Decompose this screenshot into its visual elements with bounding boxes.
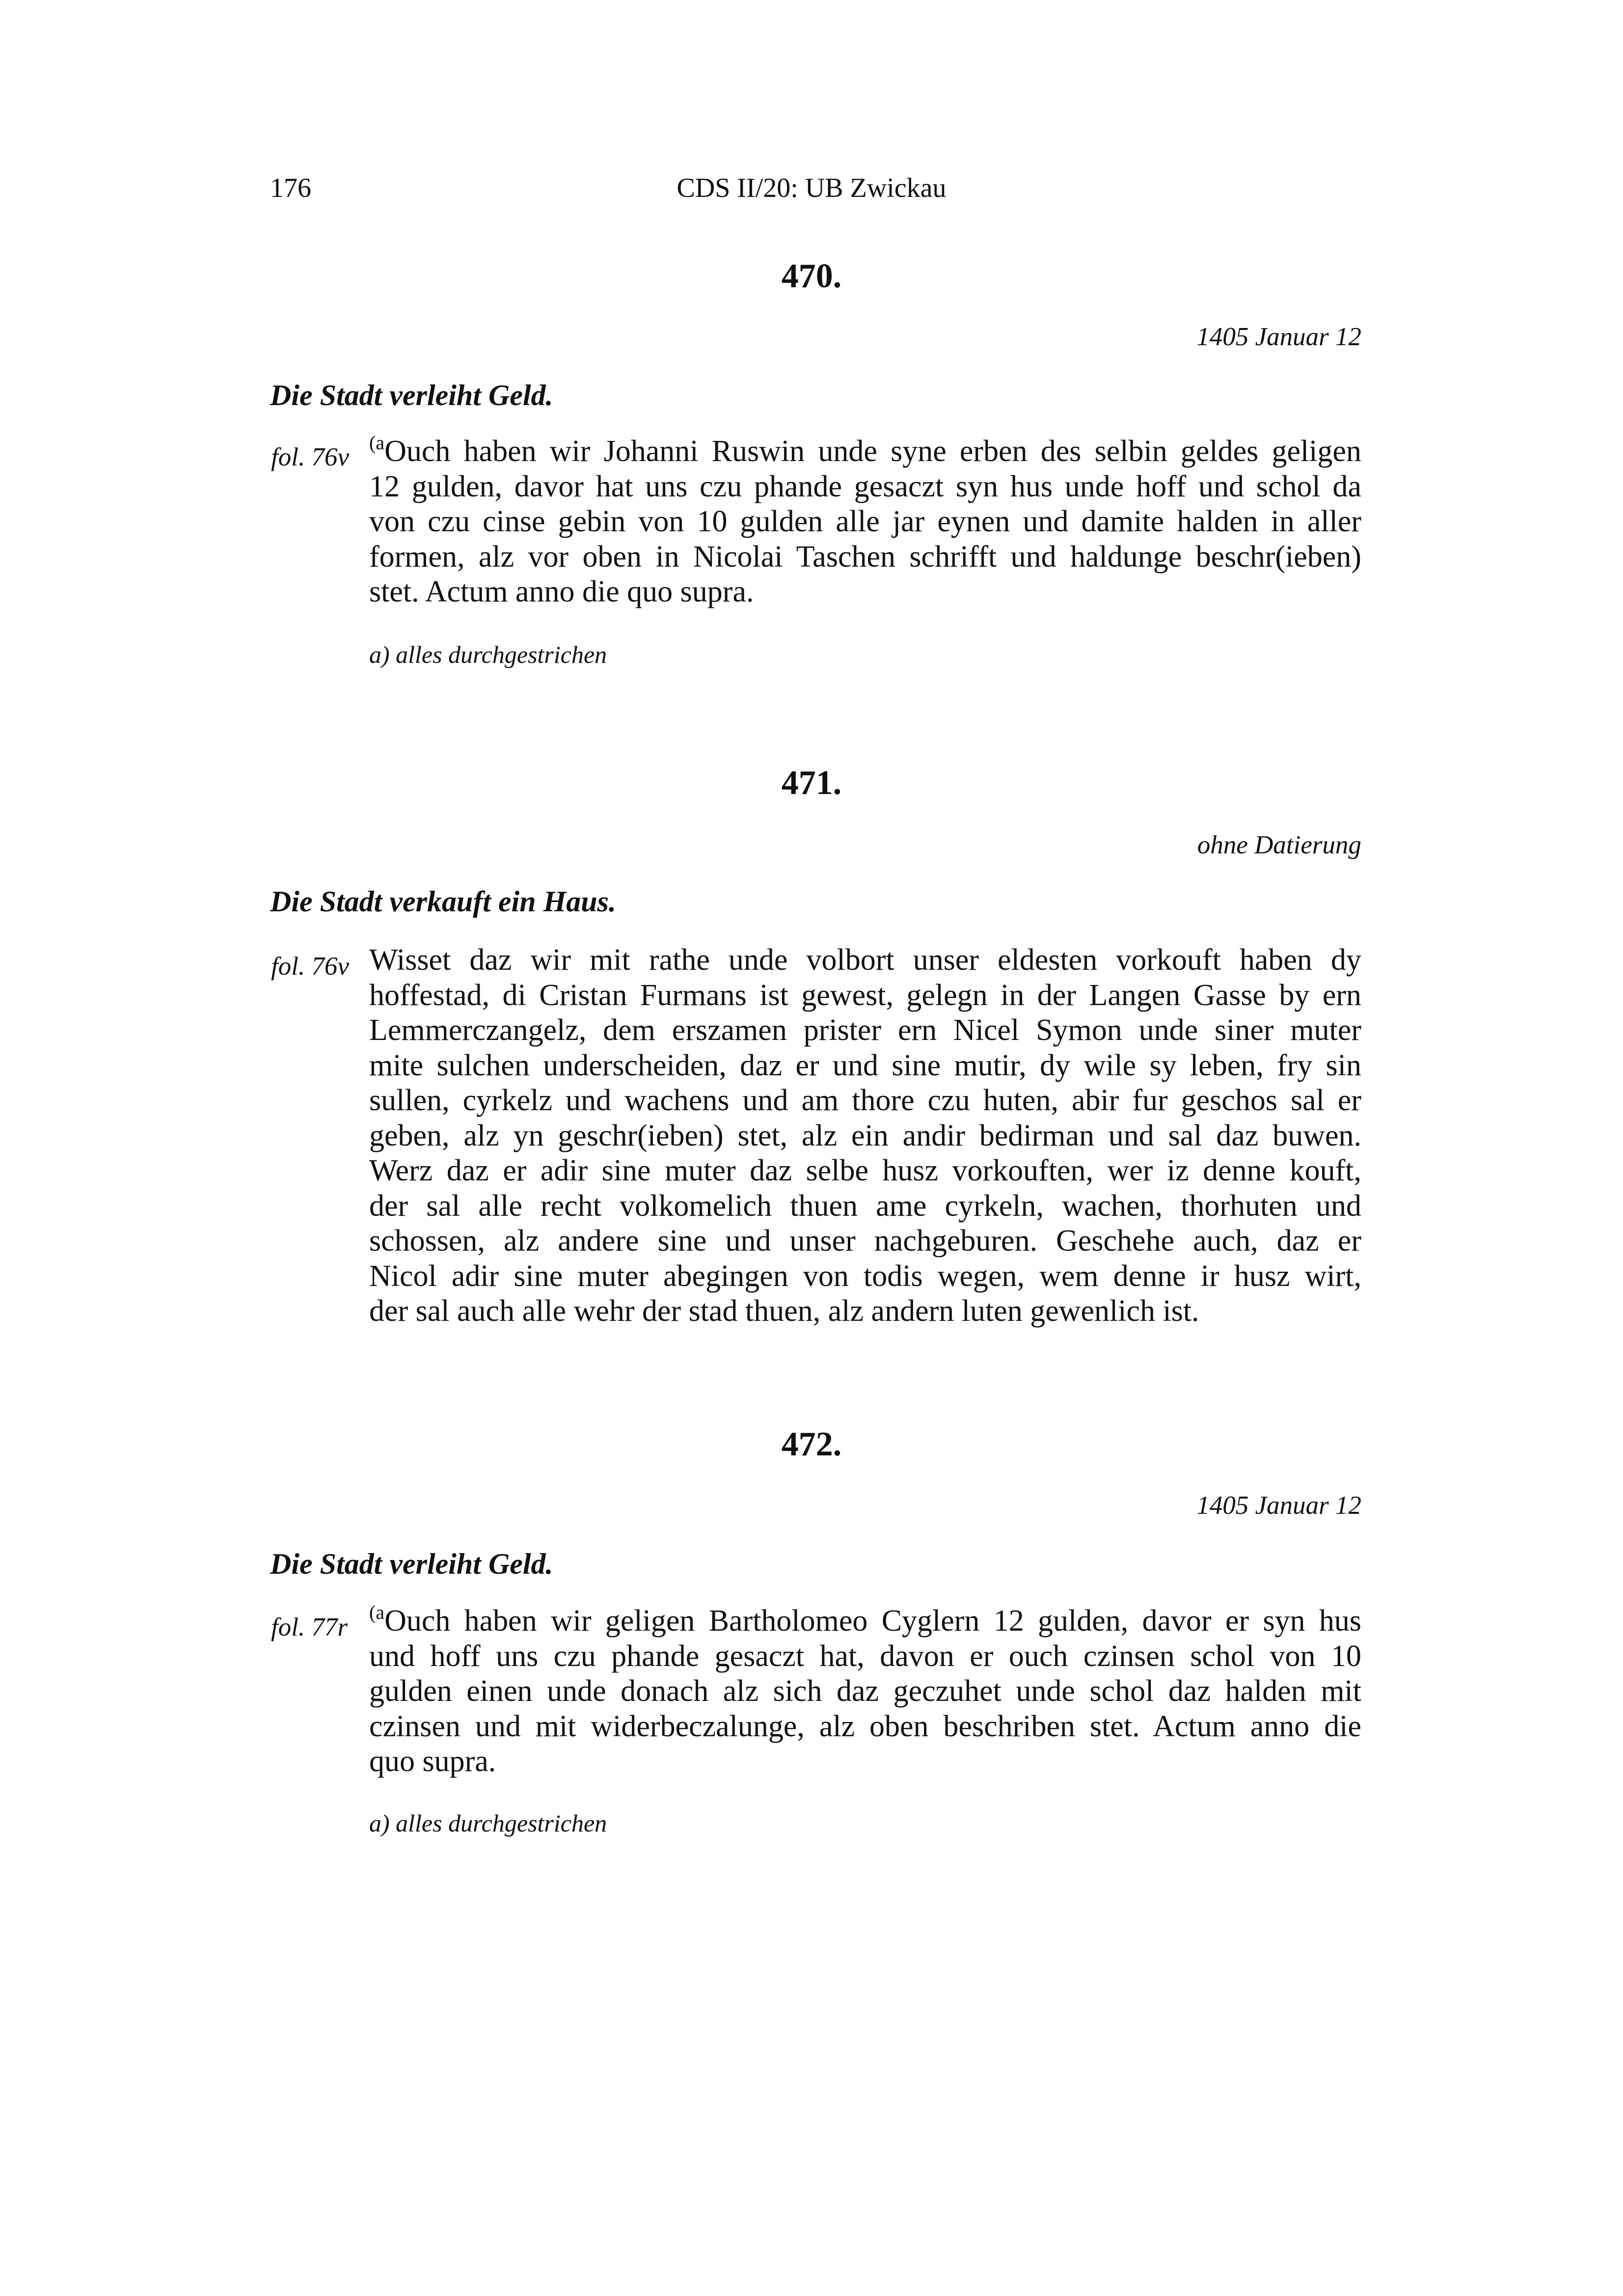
folio-reference: fol. 77r [271, 1613, 348, 1641]
text-line: und hoff uns czu phande gesaczt hat, davon er ouch czinsen schol von 10 [369, 1639, 1361, 1673]
entry-heading: Die Stadt verkauft ein Haus. [270, 885, 617, 918]
footnote-marker: (a [369, 432, 385, 454]
text-line: Lemmerczangelz, dem erszamen prister ern Nicel Symon unde siner muter [369, 1013, 1361, 1047]
entry-number: 470. [781, 257, 842, 295]
folio-reference: fol. 76v [271, 443, 349, 471]
entry-date: ohne Datierung [1197, 831, 1361, 859]
entry-heading: Die Stadt verleiht Geld. [270, 379, 553, 411]
text-line: stet. Actum anno die quo supra. [369, 575, 754, 608]
text-line: von czu cinse gebin von 10 gulden alle jar eynen und damite halden in aller [369, 505, 1361, 538]
text-line: geben, alz yn geschr(ieben) stet, alz ein andir bedirman und sal daz buwen. [369, 1119, 1361, 1152]
entry-date: 1405 Januar 12 [1196, 323, 1361, 351]
text-line: Wisset daz wir mit rathe unde volbort unser eldesten vorkouft haben dy [369, 943, 1361, 977]
entry-text [369, 943, 1361, 1329]
running-head: CDS II/20: UB Zwickau [676, 173, 947, 203]
entry-date: 1405 Januar 12 [1196, 1491, 1361, 1520]
entry-number: 472. [781, 1425, 842, 1463]
text-line: sullen, cyrkelz und wachens und am thore czu huten, abir fur geschos sal er [369, 1084, 1361, 1117]
footnote: a) alles durchgestrichen [369, 1809, 607, 1837]
text-line: Werz daz er adir sine muter daz selbe husz vorkouften, wer iz denne kouft, [369, 1154, 1361, 1187]
footnote: a) alles durchgestrichen [369, 641, 607, 668]
footnote-marker: (a [369, 1601, 385, 1623]
text-line: Ouch haben wir Johanni Ruswin unde syne erben des selbin geldes geligen [384, 435, 1361, 468]
entry-heading: Die Stadt verleiht Geld. [270, 1548, 553, 1580]
text-line: gulden einen unde donach alz sich daz geczuhet unde schol daz halden mit [369, 1674, 1361, 1708]
text-line: czinsen und mit widerbeczalunge, alz oben beschriben stet. Actum anno die [369, 1709, 1361, 1743]
entry-number: 471. [781, 764, 842, 802]
text-line: Nicol adir sine muter abegingen von todis wegen, wem denne ir husz wirt, [369, 1259, 1361, 1293]
entry-text [369, 1601, 1361, 1779]
text-line: quo supra. [369, 1745, 496, 1778]
text-line: der sal auch alle wehr der stad thuen, alz andern luten gewenlich ist. [369, 1294, 1199, 1328]
text-line: formen, alz vor oben in Nicolai Taschen schrifft und haldunge beschr(ieben) [369, 540, 1361, 574]
text-line: mite sulchen underscheiden, daz er und sine mutir, dy wile sy leben, fry sin [369, 1048, 1361, 1082]
page-number: 176 [270, 173, 311, 203]
text-line: 12 gulden, davor hat uns czu phande gesaczt syn hus unde hoff und schol da [369, 469, 1361, 503]
text-line: der sal alle recht volkomelich thuen ame cyrkeln, wachen, thorhuten und [369, 1189, 1361, 1223]
folio-reference: fol. 76v [271, 952, 349, 981]
text-line: hoffestad, di Cristan Furmans ist gewest, gelegn in der Langen Gasse by ern [369, 978, 1361, 1012]
text-line: Ouch haben wir geligen Bartholomeo Cyglern 12 gulden, davor er syn hus [384, 1604, 1361, 1638]
text-line: schossen, alz andere sine und unser nachgeburen. Geschehe auch, daz er [369, 1224, 1361, 1257]
entry-text [369, 434, 1361, 610]
